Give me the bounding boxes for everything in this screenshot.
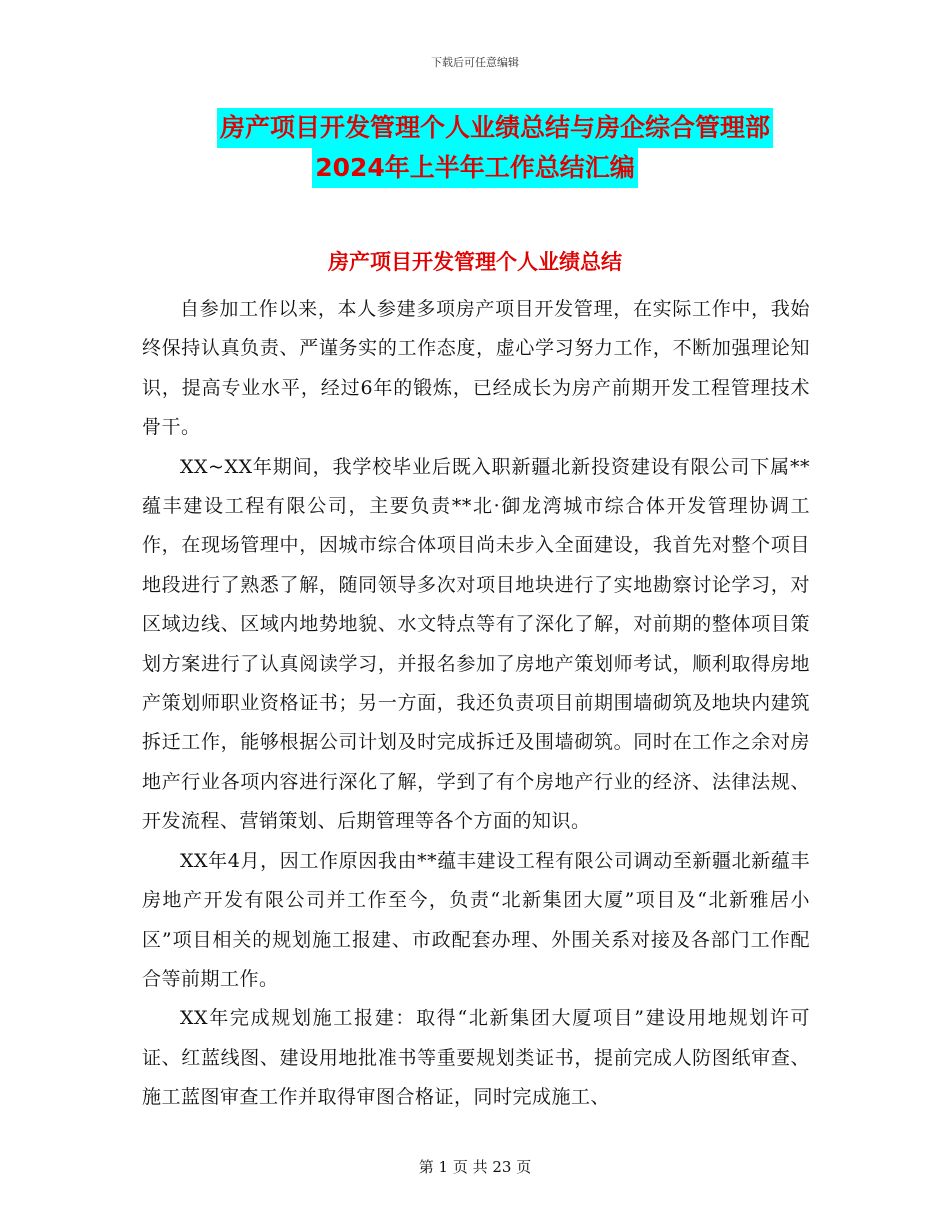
paragraph: XX年完成规划施工报建：取得“北新集团大厦项目”建设用地规划许可证、红蓝线图、建设用地批准书等重要规划类证书，提前完成人防图纸审查、施工蓝图审查工作并取得审图合格证，同时完成施工、 bbox=[142, 1007, 810, 1109]
page-number: 第 1 页 共 23 页 bbox=[418, 1158, 532, 1176]
paragraph: XX~XX年期间，我学校毕业后既入职新疆北新投资建设有限公司下属**蕴丰建设工程有限公司，主要负责**北·御龙湾城市综合体开发管理协调工作，在现场管理中，因城市综合体项目尚未步入全面建设，我首先对整个项目地段进行了熟悉了解，随同领导多次对项目地块进行了实地勘察讨论学习，对区域边线、区域内地势地貌、水文特点等有了深化了解，对前期的整体项目策划方案进行了认真阅读学习，并报名参加了房地产策划师考试，顺利取得房地产策划师职业资格证书；另一方面，我还负责项目前期围墙砌筑及地块内建筑拆迁工作，能够根据公司计划及时完成拆迁及围墙砌筑。同时在工作之余对房地产行业各项内容进行深化了解，学到了有个房地产行业的经济、法律法规、开发流程、营销策划、后期管理等各个方面的知识。 bbox=[142, 455, 810, 833]
header-note: 下载后可任意编辑 bbox=[431, 56, 519, 69]
section-title: 房产项目开发管理个人业绩总结 bbox=[328, 250, 622, 274]
body-text bbox=[142, 290, 810, 1118]
document-title bbox=[0, 108, 950, 188]
document-title-line-1: 房产项目开发管理个人业绩总结与房企综合管理部 bbox=[217, 108, 773, 148]
document-title-line-2: 2024年上半年工作总结汇编 bbox=[312, 148, 638, 188]
paragraph: 自参加工作以来，本人参建多项房产项目开发管理，在实际工作中，我始终保持认真负责、严谨务实的工作态度，虚心学习努力工作，不断加强理论知识，提高专业水平，经过6年的锻炼，已经成长为房产前期开发工程管理技术骨干。 bbox=[142, 298, 810, 439]
paragraph: XX年4月，因工作原因我由**蕴丰建设工程有限公司调动至新疆北新蕴丰房地产开发有限公司并工作至今，负责“北新集团大厦”项目及“北新雅居小区”项目相关的规划施工报建、市政配套办理、外围关系对接及各部门工作配合等前期工作。 bbox=[142, 849, 810, 990]
